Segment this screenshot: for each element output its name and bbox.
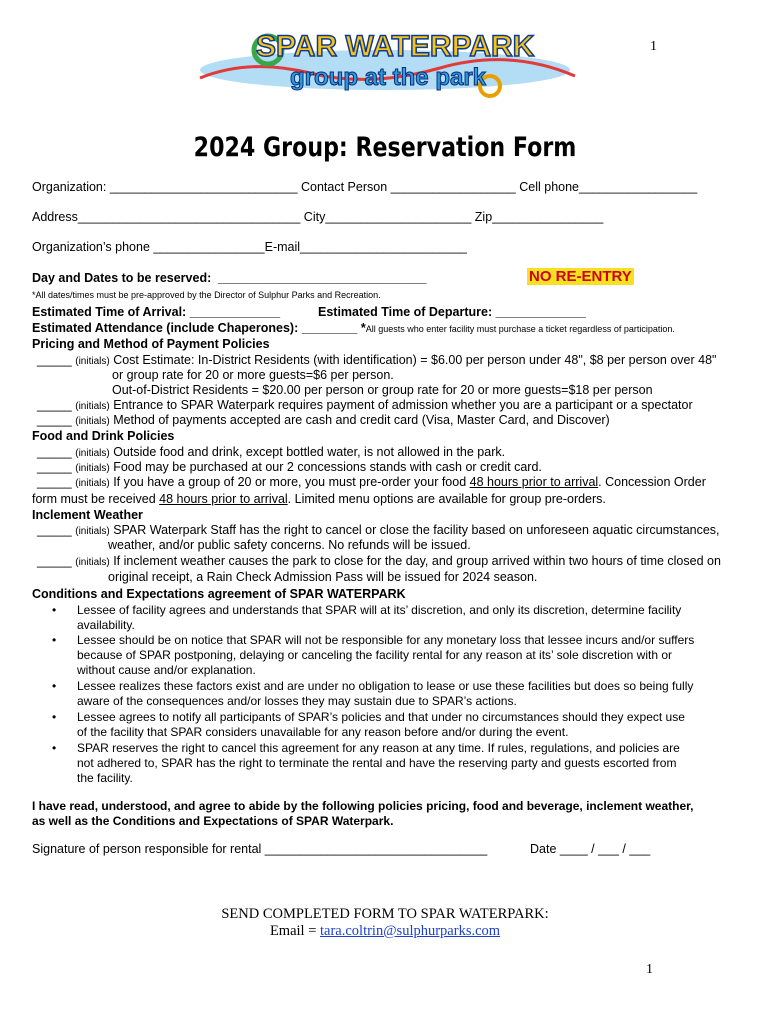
initials-blank[interactable]: _____ [37,353,72,367]
condition-item-line: aware of the consequences and/or losses they may sustain due to SPAR’s actions. [77,694,517,708]
logo-title: SPAR WATERPARK [256,30,535,63]
agreement-line-2: as well as the Conditions and Expectations of SPAR Waterpark. [32,814,394,828]
cost-line-3: Out-of-District Residents = $20.00 per person or group rate for 20 or more guests=$18 per person [112,383,653,397]
arrival-field[interactable]: Estimated Time of Arrival: _____________ [32,305,281,319]
rain-check-policy-cont: original receipt, a Rain Check Admission Pass will be issued for 2024 season. [108,570,538,584]
page-number-bottom: 1 [646,962,653,977]
initials-label: (initials) [75,401,110,412]
food-purchase-policy: Food may be purchased at our 2 concessions stands with cash or credit card. [113,460,542,474]
order-form-text: form must be received [32,492,160,506]
initials-blank[interactable]: _____ [37,554,72,568]
date-field[interactable]: Date ____ / ___ / ___ [530,842,651,856]
rain-check-policy: If inclement weather causes the park to close for the day, and group arrived within two hours of time closed on [113,554,721,568]
initials-blank[interactable]: _____ [37,413,72,427]
page-number-top: 1 [650,39,657,54]
phone-email-row[interactable]: Organization’s phone ________________E-mail________________________ [32,240,467,254]
staff-cancel-policy-cont: weather, and/or public safety concerns. No refunds will be issued. [108,538,471,552]
signature-field[interactable]: Signature of person responsible for rental ________________________________ [32,842,488,856]
no-reentry-badge: NO RE-ENTRY [529,268,632,285]
attendance-field[interactable]: Estimated Attendance (include Chaperones): ________ [32,321,358,335]
logo-subtitle: group at the park [290,64,487,91]
attendance-note-star: * [360,321,366,335]
order-form-deadline: 48 hours prior to arrival [159,492,288,506]
initials-label: (initials) [75,478,110,489]
departure-field[interactable]: Estimated Time of Departure: _____________ [318,305,586,319]
organization-contact-row[interactable]: Organization: ___________________________ Contact Person __________________ Cell phone_________________ [32,180,698,194]
condition-item-line: Lessee realizes these factors exist and are under no obligation to lease or use these facilities but does so being fully [77,679,694,693]
form-title: 2024 Group: Reservation Form [193,132,577,163]
condition-item-line: Lessee should be on notice that SPAR will not be responsible for any monetary loss that lessee incurs and/or suffers [77,633,695,647]
attendance-note: All guests who enter facility must purchase a ticket regardless of participation. [365,324,675,334]
condition-item-line: because of SPAR postponing, delaying or canceling the facility rental for any reason at its’ sole discretion with or [77,648,672,662]
food-heading: Food and Drink Policies [32,429,175,443]
email-label: Email = [269,923,320,939]
group-preorder-text: If you have a group of 20 or more, you must pre-order your food [113,475,470,489]
initials-blank[interactable]: _____ [37,475,72,489]
bullet-marker: • [52,603,57,617]
group-preorder-deadline: 48 hours prior to arrival [469,475,599,489]
initials-blank[interactable]: _____ [37,398,72,412]
outside-food-policy: Outside food and drink, except bottled water, is not allowed in the park. [113,445,506,459]
dates-field[interactable]: ______________________________ [218,271,427,285]
payment-method-policy: Method of payments accepted are cash and credit card (Visa, Master Card, and Discover) [113,413,610,427]
email-link[interactable]: tara.coltrin@sulphurparks.com [320,923,501,939]
spar-waterpark-logo [190,28,580,108]
initials-label: (initials) [75,526,110,537]
condition-item-line: not adhered to, SPAR has the right to terminate the rental and have the reserving party and guests escorted from [77,756,677,770]
order-form-tail: . Limited menu options are available for group pre-orders. [287,492,606,506]
bullet-marker: • [52,741,57,755]
bullet-marker: • [52,679,57,693]
group-preorder-tail: . Concession Order [598,475,706,489]
bullet-marker: • [52,710,57,724]
condition-item-line: Lessee agrees to notify all participants of SPAR’s policies and that under no circumstances should they expect use [77,710,685,724]
cost-line-2: or group rate for 20 or more guests=$6 per person. [112,368,394,382]
condition-item-line: without cause and/or explanation. [77,663,256,677]
initials-blank[interactable]: _____ [37,445,72,459]
dates-note: *All dates/times must be pre-approved by the Director of Sulphur Parks and Recreation. [32,290,381,300]
dates-label: Day and Dates to be reserved: [32,271,212,285]
initials-label: (initials) [75,463,110,474]
bullet-marker: • [52,633,57,647]
condition-item-line: SPAR reserves the right to cancel this agreement for any reason at any time. If rules, regulations, and policies are [77,741,680,755]
conditions-heading: Conditions and Expectations agreement of SPAR WATERPARK [32,587,406,601]
agreement-line-1: I have read, understood, and agree to abide by the following policies pricing, food and beverage, inclement weather, [32,799,694,813]
initials-label: (initials) [75,416,110,427]
initials-label: (initials) [75,448,110,459]
initials-blank[interactable]: _____ [37,523,72,537]
send-form-instruction: SEND COMPLETED FORM TO SPAR WATERPARK: [221,906,549,922]
staff-cancel-policy: SPAR Waterpark Staff has the right to cancel or close the facility based on unforeseen aquatic circumstances, [113,523,720,537]
condition-item-line: of the facility that SPAR considers unavailable for any reason before and/or during the event. [77,725,569,739]
initials-blank[interactable]: _____ [37,460,72,474]
initials-label: (initials) [75,557,110,568]
pricing-heading: Pricing and Method of Payment Policies [32,337,270,351]
condition-item-line: the facility. [77,771,133,785]
condition-item-line: availability. [77,618,135,632]
initials-label: (initials) [75,356,110,367]
condition-item-line: Lessee of facility agrees and understands that SPAR will at its’ discretion, and only its discretion, determine facility [77,603,682,617]
entrance-policy: Entrance to SPAR Waterpark requires payment of admission whether you are a participant or a spectator [113,398,693,412]
cost-line-1: Cost Estimate: In-District Residents (with identification) = $6.00 per person under 48", $8 per person over 48" [113,353,717,367]
weather-heading: Inclement Weather [32,508,143,522]
address-row[interactable]: Address________________________________ City_____________________ Zip________________ [32,210,604,224]
